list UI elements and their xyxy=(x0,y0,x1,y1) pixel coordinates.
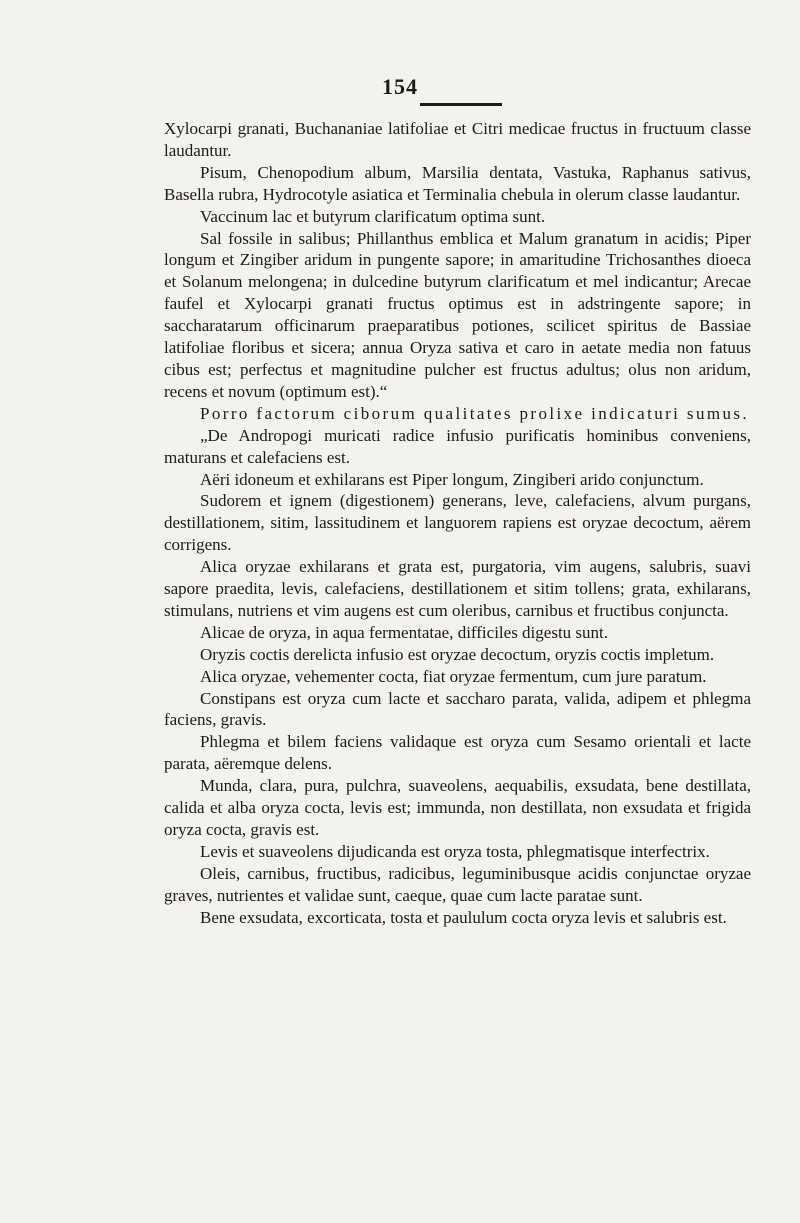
paragraph: „De Andropogi muricati radice infusio purificatis hominibus conveniens, maturans et calefaciens est. xyxy=(164,425,751,467)
paragraph: Phlegma et bilem faciens validaque est oryza cum Sesamo orientali et lacte parata, aëremque delens. xyxy=(164,732,751,774)
paragraph: Constipans est oryza cum lacte et saccharo parata, valida, adipem et phlegma faciens, gravis. xyxy=(164,688,751,730)
paragraph: Sal fossile in salibus; Phillanthus emblica et Malum granatum in acidis; Piper longum et Zingiber aridum in pungente sapore; in amaritudine Trichosanthes dioeca et Solanum melongena; in dulcedine butyrum clarificatum et mel indicantur; Arecae faufel et Xylocarpi granati fructus optimus est in adstringente sapore; in saccharatarum officinarum praeparatibus potiones, scilicet spiritus de Bassiae latifoliae floribus et sicera; annua Oryza sativa et caro in aetate media non fatuus cibus est; perfectus et magnitudine pulcher est fructus adultus; olus non aridum, recens et novum (optimum est).“ xyxy=(164,228,751,401)
paragraph: Oleis, carnibus, fructibus, radicibus, leguminibusque acidis conjunctae oryzae graves, nutrientes et validae sunt, caeque, quae cum lacte paratae sunt. xyxy=(164,863,751,905)
page-number-rule xyxy=(420,103,502,106)
paragraph: Vaccinum lac et butyrum clarificatum optima sunt. xyxy=(200,206,546,226)
paragraph: Alica oryzae exhilarans et grata est, purgatoria, vim augens, salubris, suavi sapore praedita, levis, calefaciens, destillationem et sitim tollens; grata, exhilarans, stimulans, nutriens et vim augens est cum oleribus, carnibus et fructibus conjuncta. xyxy=(164,557,751,620)
paragraph: Xylocarpi granati, Buchananiae latifoliae et Citri medicae fructus in fructuum classe laudantur. xyxy=(164,119,751,160)
body-text xyxy=(164,118,751,929)
paragraph: Bene exsudata, excorticata, tosta et paululum cocta oryza levis et salubris est. xyxy=(200,907,727,927)
paragraph: Porro factorum ciborum qualitates prolixe indicaturi sumus. xyxy=(200,403,750,423)
paragraph: Alica oryzae, vehementer cocta, fiat oryzae fermentum, cum jure paratum. xyxy=(200,666,707,686)
paragraph: Sudorem et ignem (digestionem) generans, leve, calefaciens, alvum purgans, destillationem, sitim, lassitudinem et languorem rapiens est oryzae decoctum, aërem corrigens. xyxy=(164,491,751,555)
paragraph: Levis et suaveolens dijudicanda est oryza tosta, phlegmatisque interfectrix. xyxy=(200,841,710,861)
paragraph: Munda, clara, pura, pulchra, suaveolens, aequabilis, exsudata, bene destillata, calida et alba oryza cocta, levis est; immunda, non destillata, non exsudata et frigida oryza cocta, gravis est. xyxy=(164,776,751,839)
paragraph: Oryzis coctis derelicta infusio est oryzae decoctum, oryzis coctis impletum. xyxy=(200,644,715,664)
paragraph: Aëri idoneum et exhilarans est Piper longum, Zingiberi arido conjunctum. xyxy=(200,469,704,489)
paragraph: Alicae de oryza, in aqua fermentatae, difficiles digestu sunt. xyxy=(200,622,608,642)
paragraph: Pisum, Chenopodium album, Marsilia dentata, Vastuka, Raphanus sativus, Basella rubra, Hydrocotyle asiatica et Terminalia chebula in olerum classe laudantur. xyxy=(164,162,751,204)
page-number: 154 xyxy=(382,74,418,99)
